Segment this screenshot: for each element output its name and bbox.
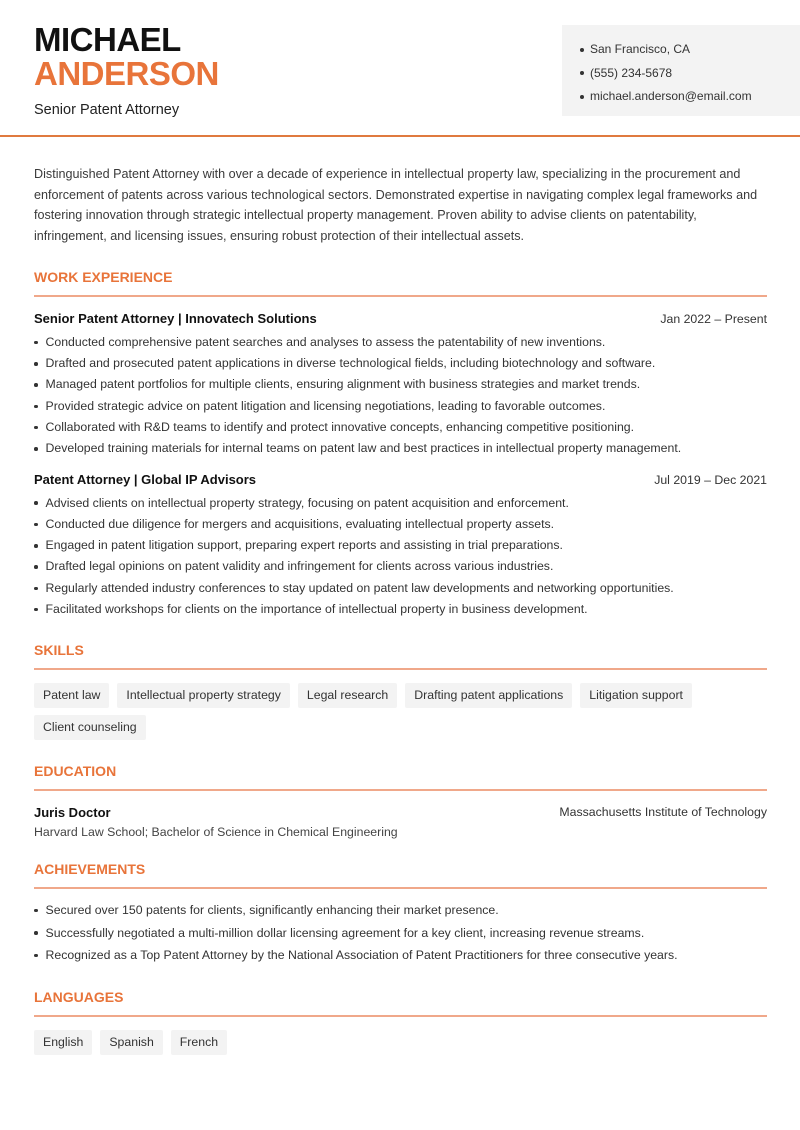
job-role: Senior Patent Attorney | Innovatech Solutions	[34, 310, 317, 326]
skill-chip: Legal research	[298, 683, 397, 708]
section-title-work: WORK EXPERIENCE	[34, 269, 767, 297]
job-role: Patent Attorney | Global IP Advisors	[34, 471, 257, 487]
bullet-text: Facilitated workshops for clients on the importance of intellectual property in business development.	[45, 602, 588, 617]
skill-chip: Litigation support	[580, 683, 692, 708]
bullet-text: Engaged in patent litigation support, preparing expert reports and assisting in trial preparations.	[45, 538, 563, 553]
bullet-text: Collaborated with R&D teams to identify and protect innovative concepts, enhancing competitive positioning.	[45, 420, 635, 434]
job-title: Senior Patent Attorney	[34, 102, 180, 118]
list-item	[34, 944, 767, 967]
bullet-text: Drafted legal opinions on patent validity and infringement for clients across various industries.	[45, 559, 554, 574]
bullet-text: Managed patent portfolios for multiple clients, ensuring alignment with business strategies and market trends.	[45, 377, 641, 392]
list-item	[34, 578, 767, 599]
first-name: MICHAEL	[34, 21, 181, 58]
list-item	[34, 493, 767, 514]
section-title-education: EDUCATION	[34, 763, 767, 791]
name-block	[34, 21, 219, 118]
bullet-icon	[580, 95, 584, 99]
bullet-icon	[580, 71, 584, 75]
education-school: Massachusetts Institute of Technology	[559, 805, 767, 820]
bullet-icon	[34, 909, 38, 913]
list-item	[34, 599, 767, 620]
bullet-text: Provided strategic advice on patent litigation and licensing negotiations, leading to favorable outcomes.	[45, 398, 606, 413]
bullet-text: Advised clients on intellectual property strategy, focusing on patent acquisition and enforcement.	[45, 495, 569, 510]
language-chip: English	[34, 1030, 92, 1055]
education-entry	[34, 805, 767, 820]
bullet-text: Conducted comprehensive patent searches and analyses to assess the patentability of new inventions.	[45, 334, 606, 349]
resume-header	[0, 0, 800, 137]
list-item	[34, 556, 767, 577]
resume-content	[34, 164, 767, 1062]
list-item	[34, 332, 767, 353]
contact-location	[580, 38, 800, 62]
bullet-icon	[34, 383, 38, 387]
skills-list	[34, 683, 767, 747]
languages-list	[34, 1030, 767, 1062]
section-title-languages: LANGUAGES	[34, 989, 767, 1017]
list-item	[34, 438, 767, 459]
bullet-text: Recognized as a Top Patent Attorney by the National Association of Patent Practitioners for three consecutive years.	[45, 948, 678, 963]
contact-box	[562, 25, 800, 116]
education-degree: Juris Doctor	[34, 805, 111, 821]
skill-chip: Client counseling	[34, 715, 146, 740]
section-title-achievements: ACHIEVEMENTS	[34, 861, 767, 889]
language-chip: French	[171, 1030, 227, 1055]
job-dates: Jul 2019 – Dec 2021	[654, 472, 767, 487]
location-text: San Francisco, CA	[590, 42, 691, 56]
bullet-text: Drafted and prosecuted patent applications in diverse technological fields, including biotechnology and software.	[45, 356, 656, 371]
bullet-icon	[34, 608, 38, 612]
section-title-skills: SKILLS	[34, 642, 767, 670]
achievements-list	[34, 899, 767, 967]
bullet-icon	[34, 405, 38, 409]
contact-phone	[580, 62, 800, 86]
bullet-icon	[34, 565, 38, 569]
job-entry	[34, 472, 767, 621]
bullet-icon	[34, 447, 38, 451]
bullet-text: Regularly attended industry conferences to stay updated on patent law developments and networking opportunities.	[45, 580, 674, 595]
list-item	[34, 374, 767, 395]
last-name: ANDERSON	[34, 55, 219, 92]
summary: Distinguished Patent Attorney with over a decade of experience in intellectual property law, specializing in the procurement and enforcement of patents across various technological sectors. Demonstrated expertise in navigating complex legal frameworks and fostering innovation through strategic intellectual property management. Proven ability to advise clients on patentability, infringement, and licensing issues, ensuring robust protection of their intellectual assets.	[34, 167, 758, 244]
list-item	[34, 899, 767, 922]
contact-email[interactable]	[580, 85, 800, 109]
education-details: Harvard Law School; Bachelor of Science in Chemical Engineering	[34, 825, 398, 840]
job-dates: Jan 2022 – Present	[660, 311, 767, 326]
bullet-icon	[34, 426, 38, 430]
list-item	[34, 417, 767, 438]
skill-chip: Intellectual property strategy	[117, 683, 289, 708]
bullet-text: Conducted due diligence for mergers and acquisitions, evaluating intellectual property assets.	[45, 516, 555, 531]
list-item	[34, 353, 767, 374]
bullet-text: Developed training materials for internal teams on patent law and best practices in intellectual property management.	[45, 441, 682, 456]
bullet-icon	[34, 587, 38, 591]
job-bullets	[34, 332, 767, 460]
list-item	[34, 514, 767, 535]
bullet-icon	[34, 523, 38, 527]
list-item	[34, 922, 767, 945]
bullet-icon	[580, 48, 584, 52]
skill-chip: Drafting patent applications	[405, 683, 572, 708]
bullet-text: Secured over 150 patents for clients, significantly enhancing their market presence.	[45, 903, 499, 918]
email-link[interactable]: michael.anderson@email.com	[590, 89, 752, 103]
job-bullets	[34, 493, 767, 621]
list-item	[34, 535, 767, 556]
job-entry	[34, 311, 767, 460]
bullet-icon	[34, 931, 38, 935]
skill-chip: Patent law	[34, 683, 109, 708]
language-chip: Spanish	[100, 1030, 162, 1055]
bullet-icon	[34, 544, 38, 548]
bullet-icon	[34, 954, 38, 958]
bullet-icon	[34, 341, 38, 345]
phone-text: (555) 234-5678	[590, 65, 673, 80]
bullet-text: Successfully negotiated a multi-million dollar licensing agreement for a key client, increasing revenue streams.	[45, 925, 645, 940]
bullet-icon	[34, 501, 38, 505]
bullet-icon	[34, 362, 38, 366]
list-item	[34, 396, 767, 417]
